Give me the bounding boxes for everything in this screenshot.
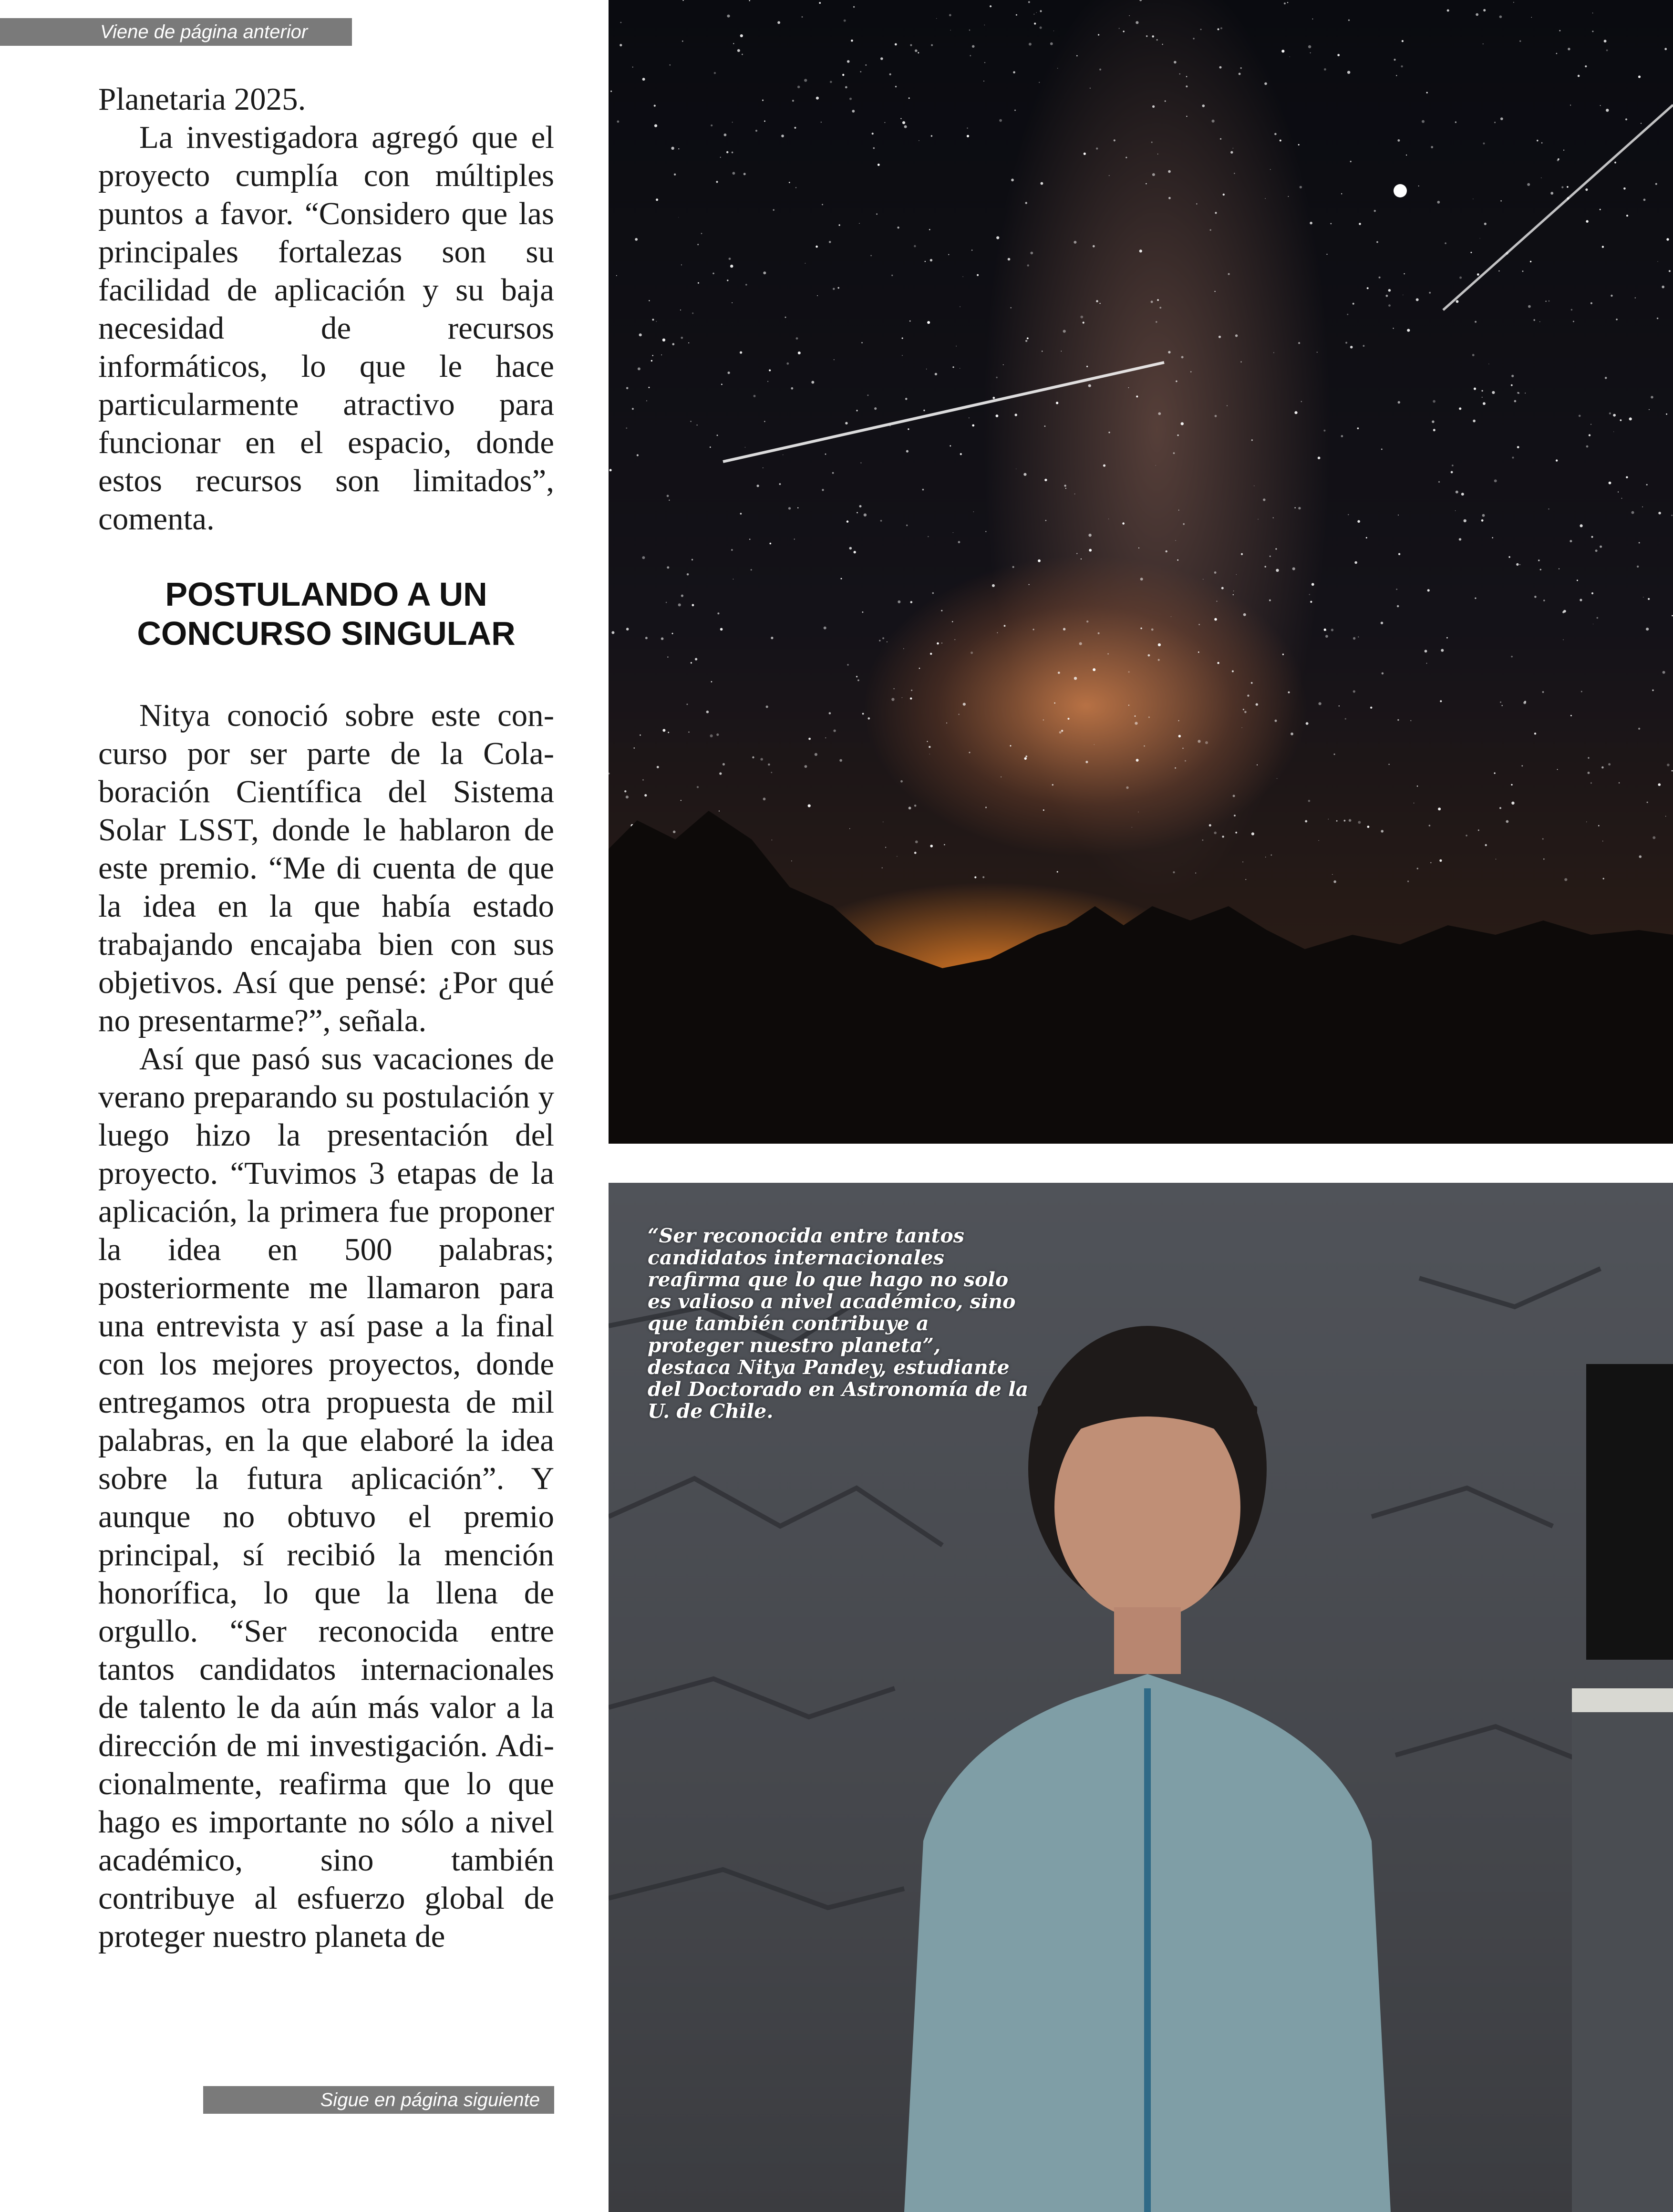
article-column-top [98, 80, 554, 538]
paragraph: Así que pasó sus vacaciones de verano preparando su postulación y luego hizo la presentación del proyecto. “Tuvimos 3 etapas de la aplicación, la primera fue proponer la idea en 500 palabras; posteriormente me llamaron para una entrevista y así pase a la final con los mejores proyectos, donde entregamos otra propuesta de mil palabras, en la que elaboré la idea sobre la futura aplicación”. Y aunque no obtuvo el premio principal, sí recibió la mención honorífica, lo que la llena de orgullo. “Ser reconocida entre tantos candidatos internacionales de talento le da aún más valor a la dirección de mi investigación. Adicionalmente, reafirma que lo que hago es importante no sólo a nivel académico, sino también contribuye al esfuerzo global de proteger nuestro planeta de [98, 1041, 554, 1954]
paragraph: Nitya conoció sobre este concurso por ser parte de la Colaboración Científica del Sistema Solar LSST, donde le hablaron de este premio. “Me di cuenta de que la idea en la que había estado trabajando encajaba bien con sus objetivos. Así que pensé: ¿Por qué no presentarme?”, señala. [98, 698, 554, 1038]
paragraph: La investigadora agregó que el proyecto cumplía con múltiples puntos a favor. “Considero que las principales fortalezas son su facilidad de aplicación y su baja necesidad de recursos informáticos, lo que le hace particularmente atractivo para funcionar en el espacio, donde estos recursos son limitados”, comenta. [98, 120, 554, 537]
continued-on-label: Sigue en página siguiente [203, 2086, 554, 2114]
night-sky-illustration [609, 0, 1673, 1144]
night-sky-photo [609, 0, 1673, 1144]
photo-caption: “Ser reconocida entre tantos candidatos internacionales reafirma que lo que hago no solo es valioso a nivel académico, sino que también contribuye a proteger nuestro planeta”, destaca Nitya Pandey, estudiante del Doctorado en Astronomía de la U. de Chile. [648, 1224, 1029, 1423]
article-column-bottom [98, 696, 554, 1955]
paragraph: Planetaria 2025. [98, 82, 306, 117]
continued-from-label: Viene de página anterior [0, 18, 352, 46]
section-heading: POSTULANDO A UN CONCURSO SINGULAR [137, 576, 516, 652]
